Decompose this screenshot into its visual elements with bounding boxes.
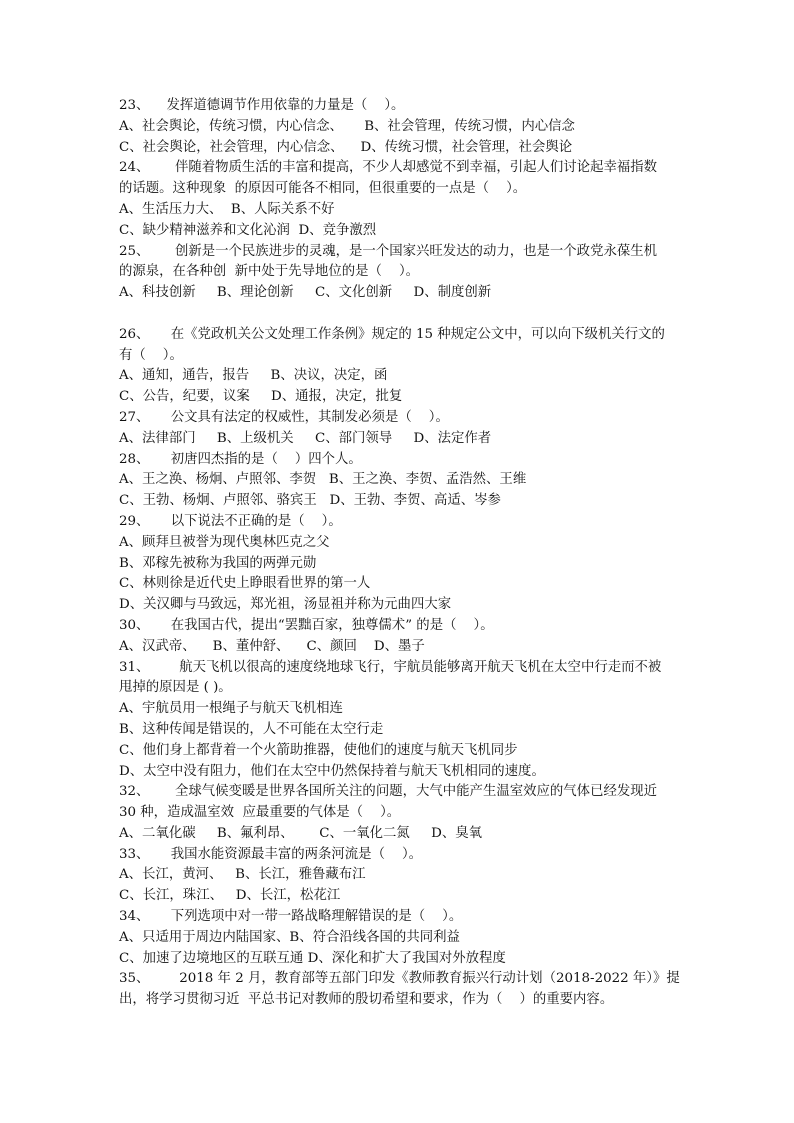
question-text: 28、 初唐四杰指的是（ ）四个人。 <box>119 451 362 467</box>
question-list <box>119 96 679 1011</box>
option-line: A、社会舆论，传统习惯，内心信念、 B、社会管理，传统习惯，内心信念 <box>119 118 575 134</box>
option-line: C、缺少精神滋养和文化沁润 D、竞争激烈 <box>119 222 377 238</box>
blank-line <box>119 304 679 325</box>
question-27 <box>119 408 679 450</box>
question-26 <box>119 325 679 408</box>
question-text: 30 种，造成温室效 应最重要的气体是（ ）。 <box>119 805 401 821</box>
question-text: 的源泉，在各种创 新中处于先导地位的是（ ）。 <box>119 264 420 280</box>
option-line: D、关汉卿与马致远，郑光祖，汤显祖并称为元曲四大家 <box>119 597 452 613</box>
question-text: 34、 下列选项中对一带一路战略理解错误的是（ ）。 <box>119 909 463 925</box>
option-line: C、社会舆论，社会管理，内心信念、 D、传统习惯，社会管理，社会舆论 <box>119 139 573 155</box>
question-text: 32、 全球气候变暖是世界各国所关注的问题，大气中能产生温室效应的气体已经发现近 <box>119 784 658 800</box>
option-line: A、法律部门 B、上级机关 C、部门领导 D、法定作者 <box>119 430 492 446</box>
question-text: 27、 公文具有法定的权威性，其制发必须是（ ）。 <box>119 409 449 425</box>
option-line: B、这种传闻是错误的，人不可能在太空行走 <box>119 721 384 737</box>
option-line: C、他们身上都背着一个火箭助推器，使他们的速度与航天飞机同步 <box>119 742 518 758</box>
option-line: D、太空中没有阻力，他们在太空中仍然保持着与航天飞机相同的速度。 <box>119 763 545 779</box>
question-text: 24、 伴随着物质生活的丰富和提高，不少人却感觉不到幸福，引起人们讨论起幸福指数 <box>119 160 658 176</box>
question-text: 30、 在我国古代，提出“罢黜百家，独尊儒术” 的是（ ）。 <box>119 617 494 633</box>
question-25 <box>119 242 679 304</box>
question-text: 29、 以下说法不正确的是（ ）。 <box>119 513 342 529</box>
question-24 <box>119 158 679 241</box>
option-line: C、林则徐是近代史上睁眼看世界的第一人 <box>119 576 371 592</box>
question-text: 甩掉的原因是 ( )。 <box>119 680 232 696</box>
option-line: A、只适用于周边内陆国家、B、符合沿线各国的共同利益 <box>119 929 460 945</box>
question-text: 35、 2018 年 2 月，教育部等五部门印发《教师教育振兴行动计划（2018-2022 年）》提 <box>119 971 680 987</box>
question-29 <box>119 512 679 616</box>
option-line: A、生活压力大、 B、人际关系不好 <box>119 201 335 217</box>
question-text: 的话题。这种现象 的原因可能各不相同，但很重要的一点是（ ）。 <box>119 181 527 197</box>
option-line: A、王之涣、杨炯、卢照邻、李贺 B、王之涣、李贺、孟浩然、王维 <box>119 472 527 488</box>
question-text: 31、 航天飞机以很高的速度绕地球飞行，宇航员能够离开航天飞机在太空中行走而不被 <box>119 659 662 675</box>
option-line: A、汉武帝、 B、董仲舒、 C、颜回 D、墨子 <box>119 638 425 654</box>
question-32 <box>119 782 679 844</box>
option-line: A、顾拜旦被誉为现代奥林匹克之父 <box>119 534 330 550</box>
question-text: 26、 在《党政机关公文处理工作条例》规定的 15 种规定公文中，可以向下级机关行文的 <box>119 326 665 342</box>
option-line: A、科技创新 B、理论创新 C、文化创新 D、制度创新 <box>119 285 492 301</box>
question-34 <box>119 907 679 969</box>
question-text: 出，将学习贯彻习近 平总书记对教师的殷切希望和要求，作为（ ）的重要内容。 <box>119 992 614 1008</box>
question-33 <box>119 845 679 907</box>
question-30 <box>119 616 679 658</box>
option-line: A、二氧化碳 B、氟利昂、 C、一氧化二氮 D、臭氧 <box>119 825 483 841</box>
question-text: 33、 我国水能资源最丰富的两条河流是（ ）。 <box>119 846 423 862</box>
option-line: C、长江，珠江、 D、长江，松花江 <box>119 888 341 904</box>
option-line: A、长江，黄河、 B、长江，雅鲁藏布江 <box>119 867 366 883</box>
option-line: B、邓稼先被称为我国的两弹元勋 <box>119 555 317 571</box>
question-31 <box>119 658 679 783</box>
question-35 <box>119 969 679 1011</box>
question-28 <box>119 450 679 512</box>
question-text: 23、 发挥道德调节作用依靠的力量是（ ）。 <box>119 98 405 113</box>
option-line: C、公告，纪要，议案 D、通报，决定，批复 <box>119 389 403 405</box>
option-line: C、王勃、杨炯、卢照邻、骆宾王 D、王勃、李贺、高适、岑参 <box>119 493 501 509</box>
option-line: C、加速了边境地区的互联互通 D、深化和扩大了我国对外放程度 <box>119 950 506 966</box>
question-text: 有（ ）。 <box>119 347 183 363</box>
question-23 <box>119 96 679 158</box>
question-text: 25、 创新是一个民族进步的灵魂，是一个国家兴旺发达的动力，也是一个政党永葆生机 <box>119 243 658 259</box>
option-line: A、宇航员用一根绳子与航天飞机相连 <box>119 701 343 717</box>
option-line: A、通知，通告，报告 B、决议，决定，函 <box>119 368 388 384</box>
